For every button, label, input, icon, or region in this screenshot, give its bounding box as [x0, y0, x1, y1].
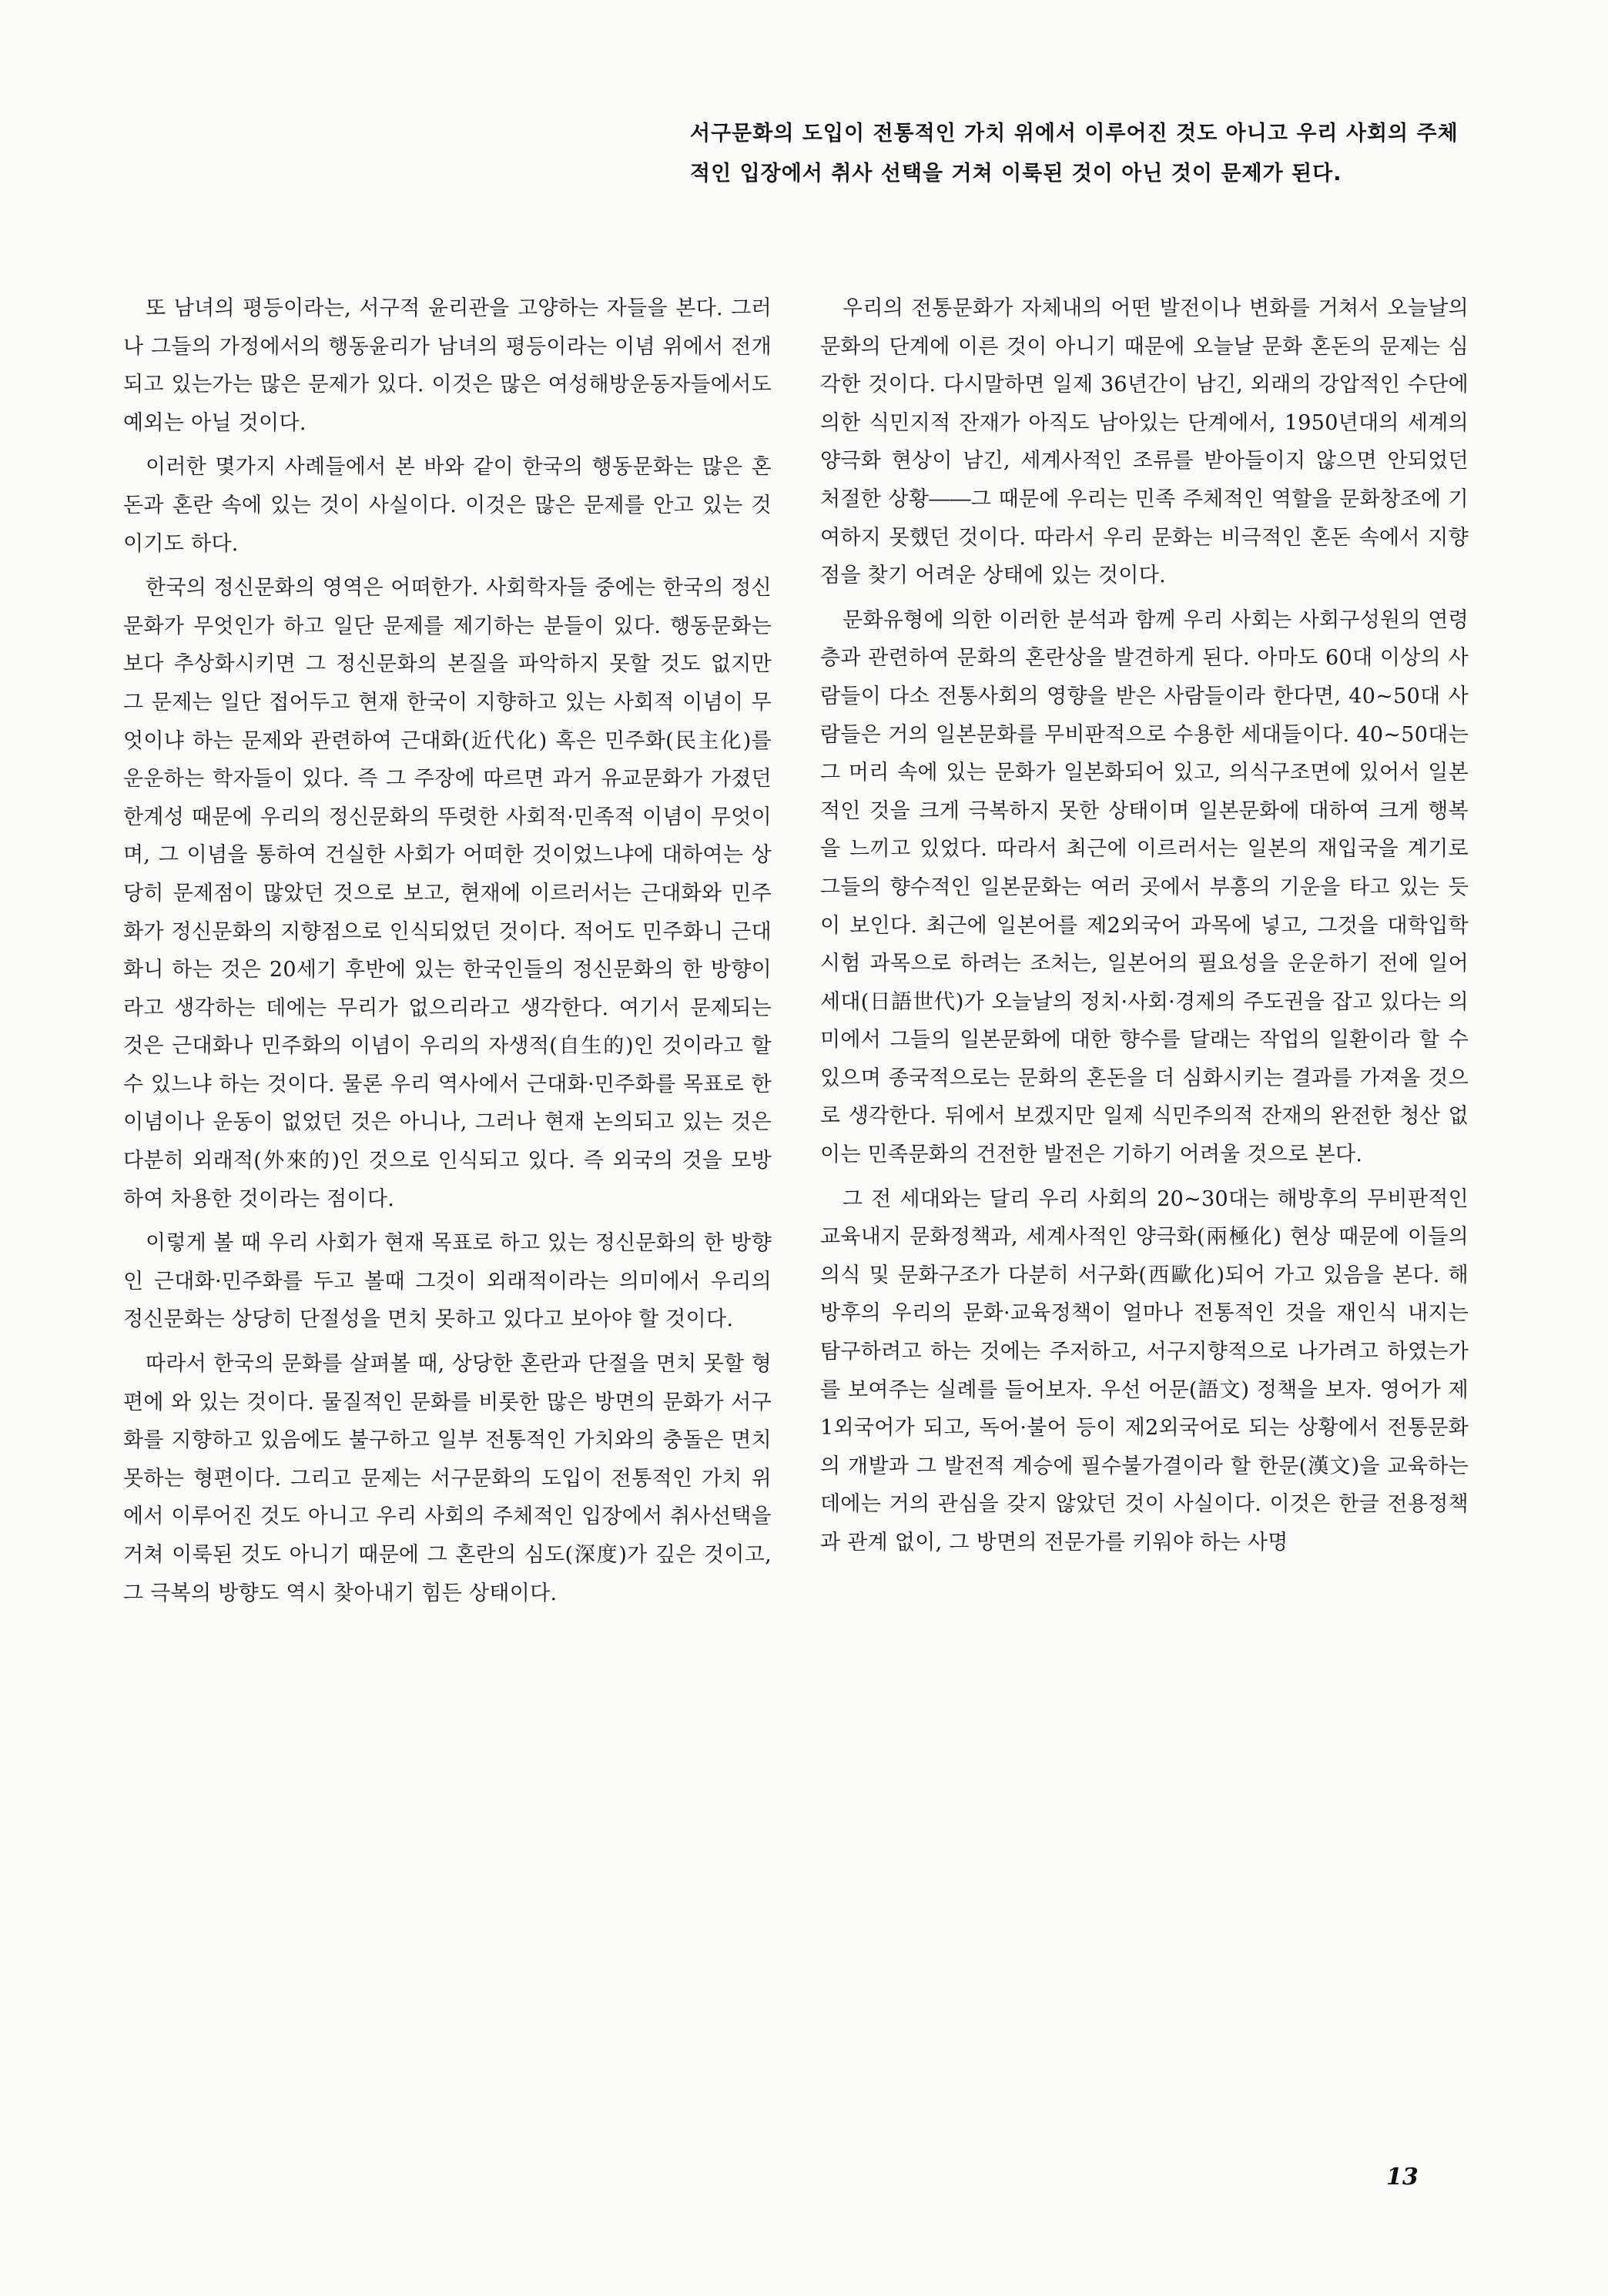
body-paragraph: 우리의 전통문화가 자체내의 어떤 발전이나 변화를 거쳐서 오늘날의 문화의 단계에 이른 것이 아니기 때문에 오늘날 문화 혼돈의 문제는 심각한 것이다. 다시말하면 일제 36년간이 남긴, 외래의 강압적인 수단에 의한 식민지적 잔재가 아직도 남아있는 단계에서, 1950년대의 세계의 양극화 현상이 남긴, 세계사적인 조류를 받아들이지 않으면 안되었던 처절한 상황――그 때문에 우리는 민족 주체적인 역할을 문화창조에 기여하지 못했던 것이다. 따라서 우리 문화는 비극적인 혼돈 속에서 지향점을 찾기 어려운 상태에 있는 것이다.: [820, 296, 1469, 588]
body-paragraph: 이러한 몇가지 사례들에서 본 바와 같이 한국의 행동문화는 많은 혼돈과 혼란 속에 있는 것이 사실이다. 이것은 많은 문제를 안고 있는 것이기도 하다.: [123, 455, 772, 556]
left-column: [123, 290, 772, 1618]
pull-quote: 서구문화의 도입이 전통적인 가치 위에서 이루어진 것도 아니고 우리 사회의 주체적인 입장에서 취사 선택을 거쳐 이룩된 것이 아닌 것이 문제가 된다.: [690, 122, 1459, 186]
page-number: 13: [1386, 2164, 1419, 2191]
body-paragraph: 문화유형에 의한 이러한 분석과 함께 우리 사회는 사회구성원의 연령층과 관련하여 문화의 혼란상을 발견하게 된다. 아마도 60대 이상의 사람들이 다소 전통사회의 영향을 받은 사람들이라 한다면, 40~50대 사람들은 거의 일본문화를 무비판적으로 수용한 세대들이다. 40~50대는 그 머리 속에 있는 문화가 일본화되어 있고, 의식구조면에 있어서 일본적인 것을 크게 극복하지 못한 상태이며 일본문화에 대하여 크게 행복을 느끼고 있었다. 따라서 최근에 이르러서는 일본의 재입국을 계기로 그들의 향수적인 일본문화는 여러 곳에서 부흥의 기운을 타고 있는 듯이 보인다. 최근에 일본어를 제2외국어 과목에 넣고, 그것을 대학입학시험 과목으로 하려는 조처는, 일본어의 필요성을 운운하기 전에 일어세대(日語世代)가 오늘날의 정치·사회·경제의 주도권을 잡고 있다는 의미에서 그들의 일본문화에 대한 향수를 달래는 작업의 일환이라 할 수 있으며 종국적으로는 문화의 혼돈을 더 심화시키는 결과를 가져올 것으로 생각한다. 뒤에서 보겠지만 일제 식민주의적 잔재의 완전한 청산 없이는 민족문화의 건전한 발전은 기하기 어려울 것으로 본다.: [820, 607, 1469, 1167]
body-paragraph: 이렇게 볼 때 우리 사회가 현재 목표로 하고 있는 정신문화의 한 방향인 근대화·민주화를 두고 볼때 그것이 외래적이라는 의미에서 우리의 정신문화는 상당히 단절성을 면치 못하고 있다고 보아야 할 것이다.: [123, 1231, 772, 1332]
body-paragraph: 그 전 세대와는 달리 우리 사회의 20~30대는 해방후의 무비판적인 교육내지 문화정책과, 세계사적인 양극화(兩極化) 현상 때문에 이들의 의식 및 문화구조가 다분히 서구화(西歐化)되어 가고 있음을 본다. 해방후의 우리의 문화·교육정책이 얼마나 전통적인 것을 재인식 내지는 탐구하려고 하는 것에는 주저하고, 서구지향적으로 나가려고 하였는가를 보여주는 실례를 들어보자. 우선 어문(語文) 정책을 보자. 영어가 제1외국어가 되고, 독어·불어 등이 제2외국어로 되는 상황에서 전통문화의 개발과 그 발전적 계승에 필수불가결이라 할 한문(漢文)을 교육하는 데에는 거의 관심을 갖지 않았던 것이 사실이다. 이것은 한글 전용정책과 관계 없이, 그 방면의 전문가를 키워야 하는 사명: [820, 1186, 1469, 1555]
body-paragraph: 또 남녀의 평등이라는, 서구적 윤리관을 고양하는 자들을 본다. 그러나 그들의 가정에서의 행동윤리가 남녀의 평등이라는 이념 위에서 전개되고 있는가는 많은 문제가 있다. 이것은 많은 여성해방운동자들에서도 예외는 아닐 것이다.: [123, 296, 772, 435]
body-paragraph: 따라서 한국의 문화를 살펴볼 때, 상당한 혼란과 단절을 면치 못할 형편에 와 있는 것이다. 물질적인 문화를 비롯한 많은 방면의 문화가 서구화를 지향하고 있음에도 불구하고 일부 전통적인 가치와의 충돌은 면치 못하는 형편이다. 그리고 문제는 서구문화의 도입이 전통적인 가치 위에서 이루어진 것도 아니고 우리 사회의 주체적인 입장에서 취사선택을 거쳐 이룩된 것도 아니기 때문에 그 혼란의 심도(深度)가 깊은 것이고, 그 극복의 방향도 역시 찾아내기 힘든 상태이다.: [123, 1352, 772, 1605]
body-paragraph: 한국의 정신문화의 영역은 어떠한가. 사회학자들 중에는 한국의 정신문화가 무엇인가 하고 일단 문제를 제기하는 분들이 있다. 행동문화는 보다 추상화시키면 그 정신문화의 본질을 파악하지 못할 것도 없지만 그 문제는 일단 접어두고 현재 한국이 지향하고 있는 사회적 이념이 무엇이냐 하는 문제와 관련하여 근대화(近代化) 혹은 민주화(民主化)를 운운하는 학자들이 있다. 즉 그 주장에 따르면 과거 유교문화가 가졌던 한계성 때문에 우리의 정신문화의 뚜렷한 사회적·민족적 이념이 무엇이며, 그 이념을 통하여 건실한 사회가 어떠한 것이었느냐에 대하여는 상당히 문제점이 많았던 것으로 보고, 현재에 이르러서는 근대화와 민주화가 정신문화의 지향점으로 인식되었던 것이다. 적어도 민주화니 근대화니 하는 것은 20세기 후반에 있는 한국인들의 정신문화의 한 방향이라고 생각하는 데에는 무리가 없으리라고 생각한다. 여기서 문제되는 것은 근대화나 민주화의 이념이 우리의 자생적(自生的)인 것이라고 할 수 있느냐 하는 것이다. 물론 우리 역사에서 근대화·민주화를 목표로 한 이념이나 운동이 없었던 것은 아니나, 그러나 현재 논의되고 있는 것은 다분히 외래적(外來的)인 것으로 인식되고 있다. 즉 외국의 것을 모방하여 차용한 것이라는 점이다.: [123, 576, 772, 1211]
right-column: [820, 290, 1469, 1568]
